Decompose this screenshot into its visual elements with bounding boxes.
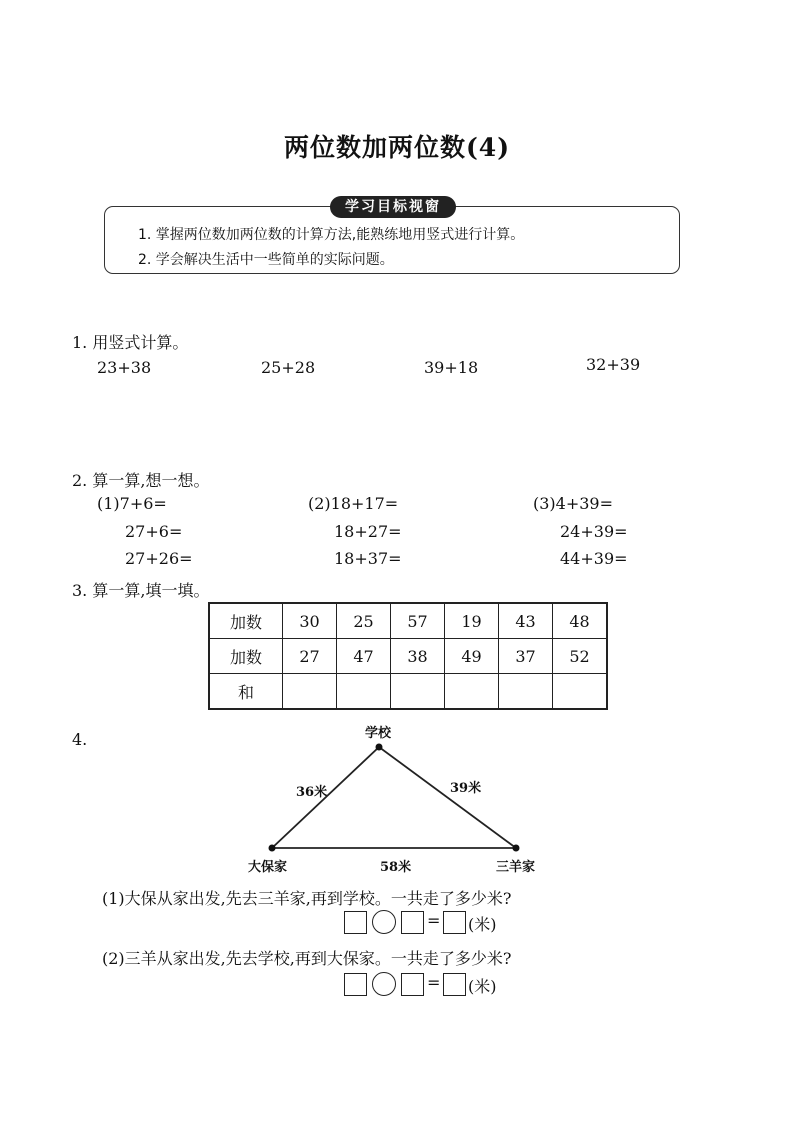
operator-circle[interactable] [372,910,396,934]
unit-label: (米) [468,977,497,996]
table-cell: 48 [553,603,608,639]
answer-box[interactable] [443,911,466,934]
label-dabao-home: 大保家 [248,860,288,875]
q2-expression: (2)18+17= [308,494,399,513]
row-label-sum: 和 [209,674,283,710]
q2-expression: 18+27= [334,522,402,541]
q2-expression: (1)7+6= [97,494,167,513]
question-3-title: 3. 算一算,填一填。 [72,581,210,600]
row-label-addend: 加数 [209,639,283,674]
unit-label: (米) [468,915,497,934]
table-cell: 37 [499,639,553,674]
q1-expression: 39+18 [424,358,479,377]
equals-sign: = [427,973,441,992]
q2-expression: 44+39= [560,549,628,568]
point-school [376,744,383,751]
answer-box[interactable] [401,973,424,996]
label-school: 学校 [365,726,392,741]
q2-expression: 24+39= [560,522,628,541]
table-cell: 43 [499,603,553,639]
q2-expression: 18+37= [334,549,402,568]
answer-box[interactable] [344,911,367,934]
answer-box[interactable] [401,911,424,934]
table-cell: 47 [337,639,391,674]
q1-expression: 25+28 [261,358,316,377]
point-sanyang-home [513,845,520,852]
answer-box[interactable] [344,973,367,996]
goal-item-1: 1. 掌握两位数加两位数的计算方法,能熟练地用竖式进行计算。 [138,227,525,243]
answer-box[interactable] [443,973,466,996]
label-edge-58m: 58米 [380,860,412,875]
goal-item-2: 2. 学会解决生活中一些简单的实际问题。 [138,252,394,268]
table-cell: 25 [337,603,391,639]
point-dabao-home [269,845,276,852]
table-cell: 19 [445,603,499,639]
question-1-title: 1. 用竖式计算。 [72,333,189,352]
learning-goals-tag: 学习目标视窗 [330,196,456,218]
row-label-addend: 加数 [209,603,283,639]
question-2-title: 2. 算一算,想一想。 [72,471,210,490]
table-cell: 30 [283,603,337,639]
q1-expression: 32+39 [586,355,641,374]
equals-sign: = [427,911,441,930]
table-cell: 49 [445,639,499,674]
page-title: 两位数加两位数(4) [283,133,511,162]
label-sanyang-home: 三羊家 [496,860,536,875]
question-4-sub-1: (1)大保从家出发,先去三羊家,再到学校。一共走了多少米? [102,889,512,908]
q2-expression: (3)4+39= [533,494,614,513]
question-4-sub-2: (2)三羊从家出发,先去学校,再到大保家。一共走了多少米? [102,949,512,968]
q2-expression: 27+26= [125,549,193,568]
edge-school-to-sanyang [379,747,516,848]
operator-circle[interactable] [372,972,396,996]
label-edge-36m: 36米 [296,785,328,800]
question-4-number: 4. [72,730,88,749]
table-cell: 52 [553,639,608,674]
label-edge-39m: 39米 [450,781,482,796]
q1-expression: 23+38 [97,358,152,377]
table-cell: 27 [283,639,337,674]
table-cell: 57 [391,603,445,639]
q2-expression: 27+6= [125,522,183,541]
table-cell: 38 [391,639,445,674]
